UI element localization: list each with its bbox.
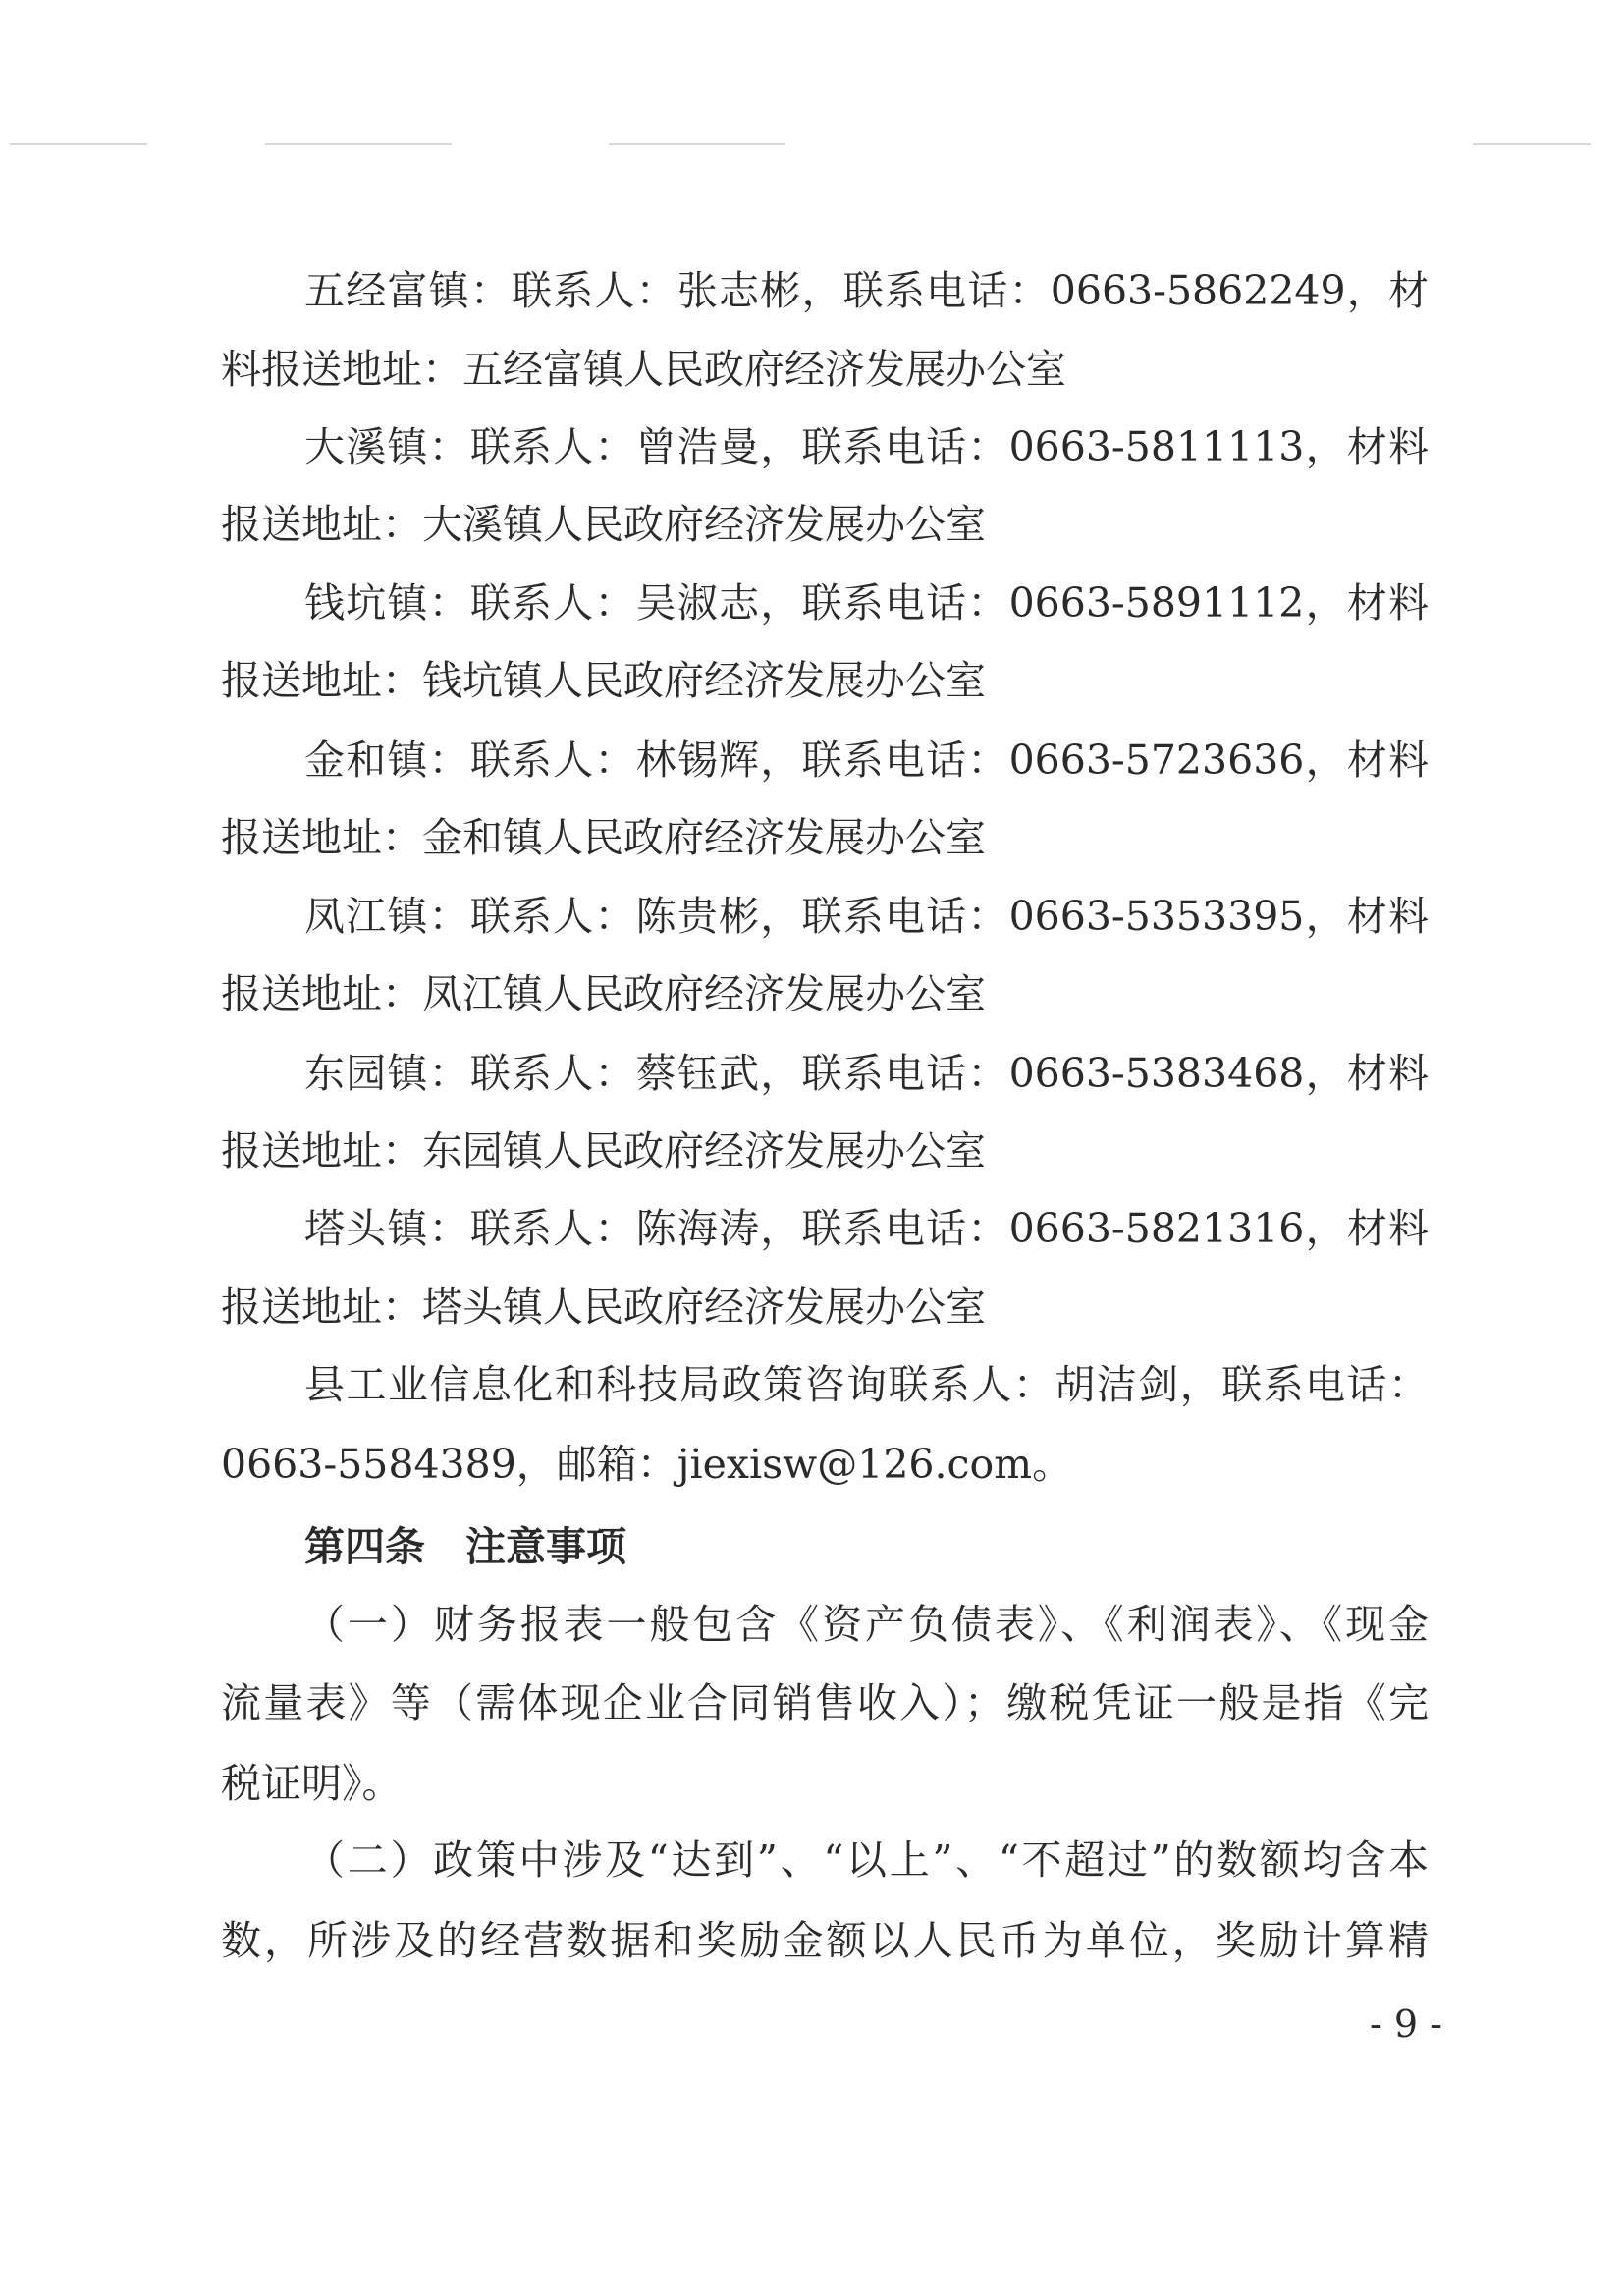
text-line: 报送地址：塔头镇人民政府经济发展办公室 <box>221 1284 986 1331</box>
text-line: 报送地址：金和镇人民政府经济发展办公室 <box>221 814 986 861</box>
text-line: 税证明》。 <box>221 1760 403 1807</box>
text-line: 钱坑镇：联系人：吴淑志，联系电话：0663-5891112，材料 <box>304 579 1429 627</box>
text-line: 报送地址：凤江镇人民政府经济发展办公室 <box>221 970 986 1017</box>
text-line: 东园镇：联系人：蔡钰武，联系电话：0663-5383468，材料 <box>304 1050 1429 1097</box>
text-line: 报送地址：大溪镇人民政府经济发展办公室 <box>221 501 986 548</box>
text-line: 料报送地址：五经富镇人民政府经济发展办公室 <box>221 346 1066 393</box>
text-line: （一）财务报表一般包含《资产负债表》、《利润表》、《现金 <box>304 1601 1429 1648</box>
scan-artifact <box>10 143 147 145</box>
text-line: 大溪镇：联系人：曾浩曼，联系电话：0663-5811113，材料 <box>304 423 1429 470</box>
text-line: 报送地址：东园镇人民政府经济发展办公室 <box>221 1127 986 1175</box>
text-line: 塔头镇：联系人：陈海涛，联系电话：0663-5821316，材料 <box>304 1205 1429 1252</box>
text-line: （二）政策中涉及“达到”、“以上”、“不超过”的数额均含本 <box>304 1836 1429 1884</box>
text-line: 凤江镇：联系人：陈贵彬，联系电话：0663-5353395，材料 <box>304 893 1429 940</box>
scan-artifact <box>1473 143 1591 145</box>
text-line: 数，所涉及的经营数据和奖励金额以人民币为单位，奖励计算精 <box>221 1917 1429 1964</box>
text-line: 五经富镇：联系人：张志彬，联系电话：0663-5862249，材 <box>304 267 1429 314</box>
text-line: 报送地址：钱坑镇人民政府经济发展办公室 <box>221 657 986 704</box>
text-line: 流量表》等（需体现企业合同销售收入）；缴税凭证一般是指《完 <box>221 1679 1429 1726</box>
section-heading: 第四条 注意事项 <box>304 1523 626 1570</box>
text-line: 0663-5584389，邮箱：jiexisw@126.com。 <box>221 1441 1073 1488</box>
page-number: - 9 - <box>1370 2002 1443 2046</box>
scan-artifact <box>609 143 785 145</box>
text-line: 县工业信息化和科技局政策咨询联系人：胡洁剑，联系电话： <box>304 1361 1429 1408</box>
text-line: 金和镇：联系人：林锡辉，联系电话：0663-5723636，材料 <box>304 737 1429 784</box>
scan-artifact <box>265 143 452 145</box>
